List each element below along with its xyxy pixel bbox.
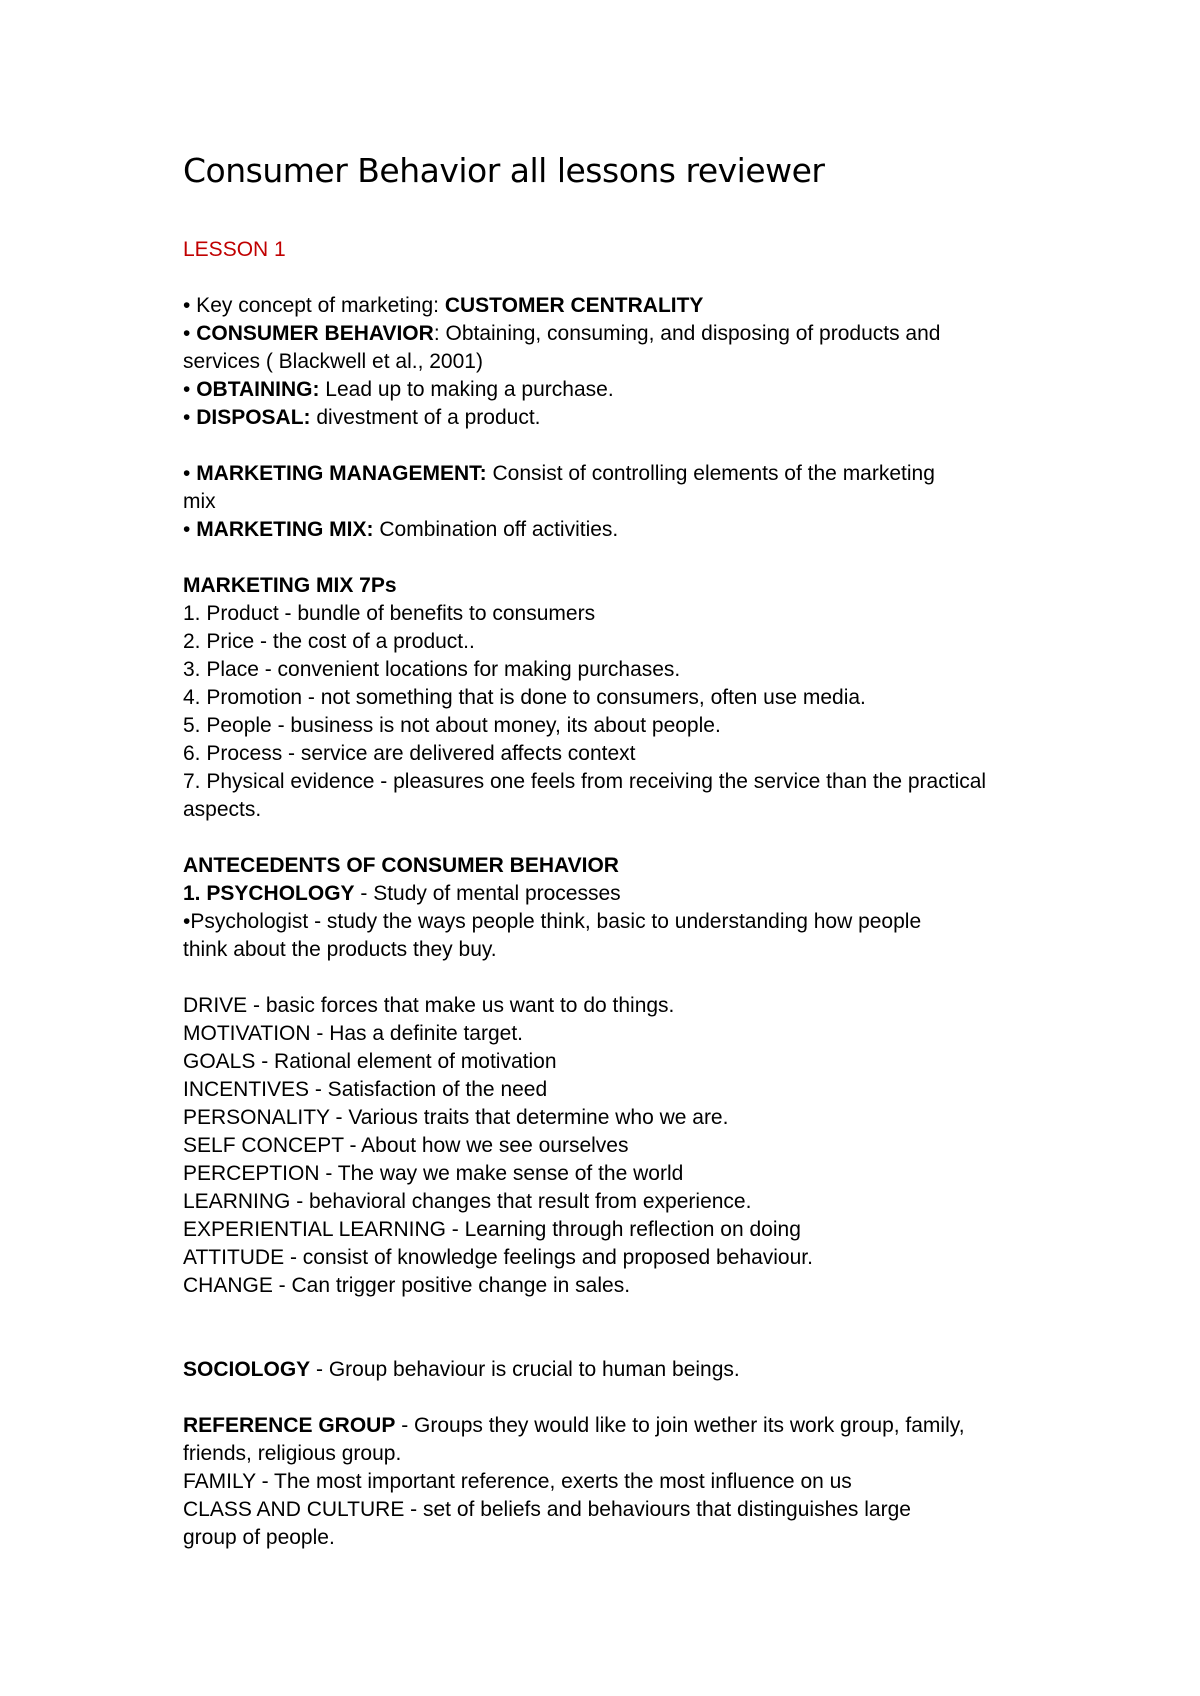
intro-bullet-consumer-behavior: • CONSUMER BEHAVIOR: Obtaining, consuming, and disposing of products and services ( Blackwell et al., 2001)	[183, 322, 941, 373]
mix-item-physical-evidence: 7. Physical evidence - pleasures one feels from receiving the service than the practical aspects.	[183, 770, 987, 821]
mix-item-product: 1. Product - bundle of benefits to consumers	[183, 602, 596, 625]
term-incentives: INCENTIVES - Satisfaction of the need	[183, 1078, 548, 1101]
bullet-marketing-mix: • MARKETING MIX: Combination off activities.	[183, 518, 619, 541]
sociology-line: SOCIOLOGY - Group behaviour is crucial to human beings.	[183, 1358, 740, 1381]
mix-item-people: 5. People - business is not about money, its about people.	[183, 714, 721, 737]
spacer	[183, 544, 1043, 572]
term-change: CHANGE - Can trigger positive change in sales.	[183, 1274, 631, 1297]
term-perception: PERCEPTION - The way we make sense of the world	[183, 1162, 684, 1185]
document-title: Consumer Behavior all lessons reviewer	[183, 151, 825, 190]
term-personality: PERSONALITY - Various traits that determine who we are.	[183, 1106, 729, 1129]
document-content	[183, 148, 1043, 1552]
psychologist-line: •Psychologist - study the ways people think, basic to understanding how people think about the products they buy.	[183, 910, 922, 961]
term-self-concept: SELF CONCEPT - About how we see ourselves	[183, 1134, 629, 1157]
mix-item-place: 3. Place - convenient locations for making purchases.	[183, 658, 681, 681]
antecedents-heading: ANTECEDENTS OF CONSUMER BEHAVIOR	[183, 854, 619, 877]
class-culture-line: CLASS AND CULTURE - set of beliefs and behaviours that distinguishes large group of people.	[183, 1498, 911, 1549]
spacer	[183, 1384, 1043, 1412]
reference-group-line: REFERENCE GROUP - Groups they would like to join wether its work group, family, friends, religious group.	[183, 1414, 965, 1465]
family-line: FAMILY - The most important reference, exerts the most influence on us	[183, 1470, 852, 1493]
spacer	[183, 824, 1043, 852]
term-drive: DRIVE - basic forces that make us want to do things.	[183, 994, 675, 1017]
spacer	[183, 964, 1043, 992]
term-experiential-learning: EXPERIENTIAL LEARNING - Learning through reflection on doing	[183, 1218, 801, 1241]
lesson-heading: LESSON 1	[183, 238, 286, 261]
spacer	[183, 1300, 1043, 1356]
intro-bullet-obtaining: • OBTAINING: Lead up to making a purchase.	[183, 378, 614, 401]
intro-bullet-key-concept: • Key concept of marketing: CUSTOMER CENTRALITY	[183, 294, 704, 317]
term-goals: GOALS - Rational element of motivation	[183, 1050, 557, 1073]
marketing-mix-heading: MARKETING MIX 7Ps	[183, 574, 397, 597]
term-attitude: ATTITUDE - consist of knowledge feelings and proposed behaviour.	[183, 1246, 813, 1269]
psychology-line: 1. PSYCHOLOGY - Study of mental processes	[183, 882, 621, 905]
bullet-marketing-management: • MARKETING MANAGEMENT: Consist of controlling elements of the marketing mix	[183, 462, 935, 513]
term-motivation: MOTIVATION - Has a definite target.	[183, 1022, 523, 1045]
mix-item-process: 6. Process - service are delivered affects context	[183, 742, 636, 765]
intro-bullet-disposal: • DISPOSAL: divestment of a product.	[183, 406, 541, 429]
mix-item-price: 2. Price - the cost of a product..	[183, 630, 475, 653]
mix-item-promotion: 4. Promotion - not something that is done to consumers, often use media.	[183, 686, 866, 709]
spacer	[183, 432, 1043, 460]
term-learning: LEARNING - behavioral changes that result from experience.	[183, 1190, 752, 1213]
